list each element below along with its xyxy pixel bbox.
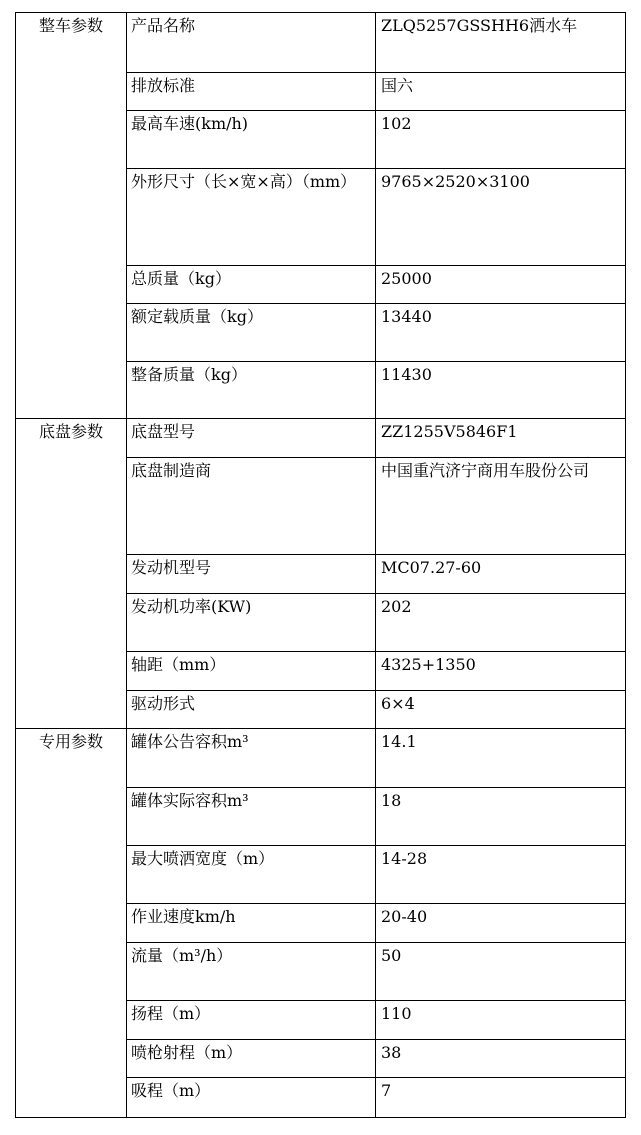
dimensions-value: 9765×2520×3100	[376, 169, 626, 266]
curb-mass-value: 11430	[376, 362, 626, 419]
gross-mass-value: 25000	[376, 266, 626, 304]
wheelbase-value: 4325+1350	[376, 652, 626, 691]
engine-power-value: 202	[376, 594, 626, 652]
product-name-label: 产品名称	[127, 13, 376, 73]
pump-head-value: 110	[376, 1001, 626, 1040]
rated-load-value: 13440	[376, 304, 626, 362]
spec-table	[15, 12, 626, 1118]
chassis-model-value: ZZ1255V5846F1	[376, 419, 626, 458]
working-speed-label: 作业速度km/h	[127, 904, 376, 943]
max-speed-label: 最高车速(km/h)	[127, 111, 376, 169]
rated-load-label: 额定载质量（kg）	[127, 304, 376, 362]
max-spray-width-value: 14-28	[376, 846, 626, 904]
flow-rate-value: 50	[376, 943, 626, 1001]
spray-gun-range-label: 喷枪射程（m）	[127, 1040, 376, 1078]
engine-power-label: 发动机功率(KW)	[127, 594, 376, 652]
dimensions-label: 外形尺寸（长×宽×高）（mm）	[127, 169, 376, 266]
chassis-manufacturer-label: 底盘制造商	[127, 458, 376, 555]
drive-type-label: 驱动形式	[127, 691, 376, 729]
spray-gun-range-value: 38	[376, 1040, 626, 1078]
product-name-value: ZLQ5257GSSHH6洒水车	[376, 13, 626, 73]
category-special-params: 专用参数	[16, 729, 127, 1118]
wheelbase-label: 轴距（mm）	[127, 652, 376, 691]
working-speed-value: 20-40	[376, 904, 626, 943]
max-spray-width-label: 最大喷洒宽度（m）	[127, 846, 376, 904]
engine-model-label: 发动机型号	[127, 555, 376, 594]
chassis-manufacturer-value: 中国重汽济宁商用车股份公司	[376, 458, 626, 555]
max-speed-value: 102	[376, 111, 626, 169]
category-chassis-params: 底盘参数	[16, 419, 127, 729]
curb-mass-label: 整备质量（kg）	[127, 362, 376, 419]
tank-actual-volume-value: 18	[376, 788, 626, 846]
engine-model-value: MC07.27-60	[376, 555, 626, 594]
flow-rate-label: 流量（m³/h）	[127, 943, 376, 1001]
category-vehicle-params: 整车参数	[16, 13, 127, 419]
tank-declared-volume-value: 14.1	[376, 729, 626, 788]
emission-standard-label: 排放标准	[127, 73, 376, 111]
pump-head-label: 扬程（m）	[127, 1001, 376, 1040]
tank-declared-volume-label: 罐体公告容积m³	[127, 729, 376, 788]
emission-standard-value: 国六	[376, 73, 626, 111]
tank-actual-volume-label: 罐体实际容积m³	[127, 788, 376, 846]
suction-lift-label: 吸程（m）	[127, 1078, 376, 1118]
suction-lift-value: 7	[376, 1078, 626, 1118]
drive-type-value: 6×4	[376, 691, 626, 729]
gross-mass-label: 总质量（kg）	[127, 266, 376, 304]
chassis-model-label: 底盘型号	[127, 419, 376, 458]
